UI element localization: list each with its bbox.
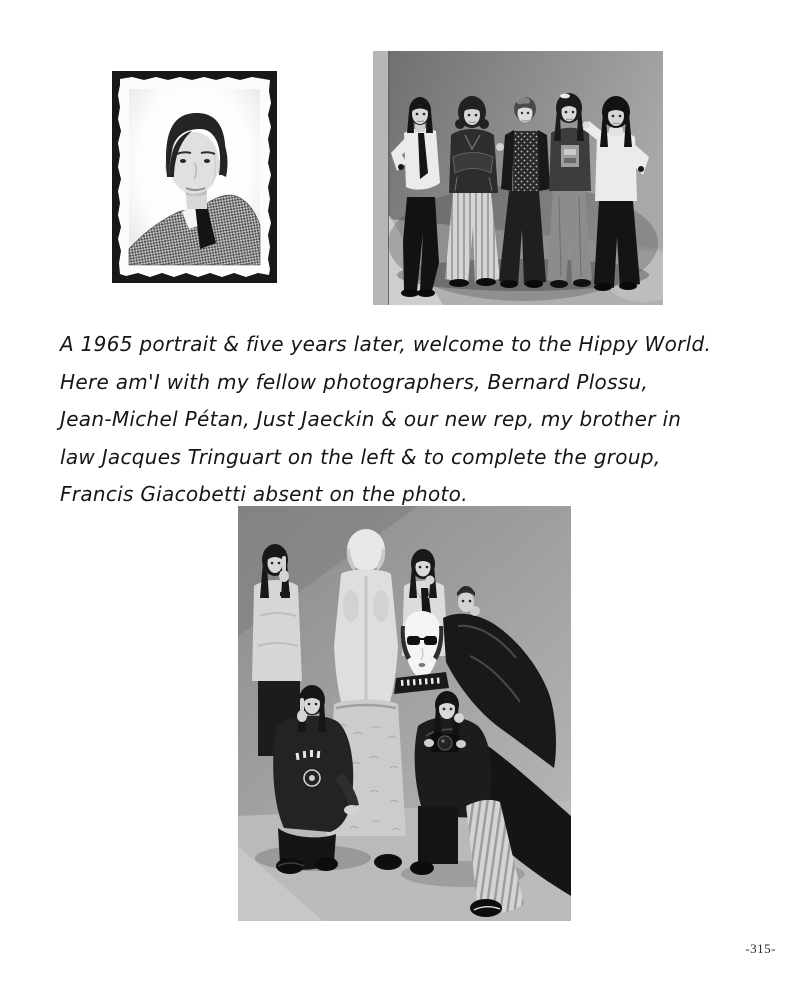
handwritten-caption bbox=[60, 326, 770, 514]
caption-line: Here am'I with my fellow photographers, Bernard Plossu, bbox=[60, 369, 649, 394]
caption-line: law Jacques Tringuart on the left & to complete the group, bbox=[60, 444, 661, 469]
portrait-photo-illustration bbox=[112, 71, 277, 283]
caption-line: A 1965 portrait & five years later, welcome to the Hippy World. bbox=[60, 332, 712, 356]
caption-line: Francis Giacobetti absent on the photo. bbox=[60, 482, 468, 507]
portrait-image bbox=[129, 89, 260, 265]
group-photo-standing bbox=[373, 51, 663, 305]
group-posed-illustration bbox=[238, 506, 571, 921]
group-standing-illustration bbox=[373, 51, 663, 305]
caption-line: Jean-Michel Pétan, Just Jaeckin & our new rep, my brother in bbox=[60, 407, 682, 432]
portrait-photo-1965 bbox=[112, 71, 277, 283]
group-photo-posed bbox=[238, 506, 571, 921]
page-number: -315- bbox=[745, 941, 776, 956]
